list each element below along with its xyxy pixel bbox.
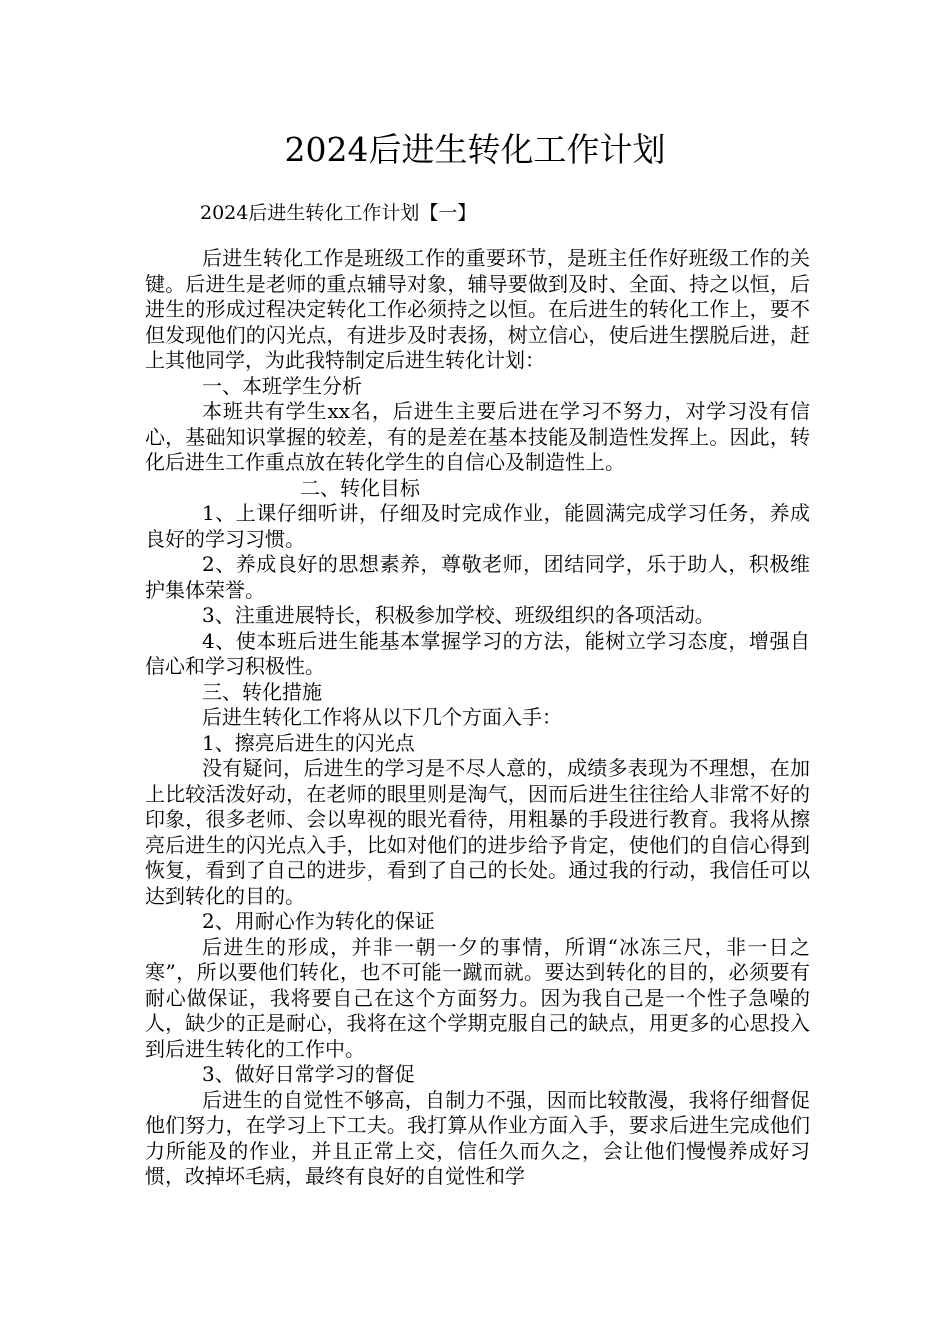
document-subtitle: 2024后进生转化工作计划【一】 (200, 202, 477, 224)
goal-item-4: 4、使本班后进生能基本掌握学习的方法，能树立学习态度，增强自信心和学习积极性。 (145, 628, 810, 678)
paragraph-analysis: 本班共有学生xx名，后进生主要后进在学习不努力，对学习没有信心，基础知识掌握的较差，有的是差在基本技能及制造性发挥上。因此，转化后进生工作重点放在转化学生的自信心及制造性上。 (145, 399, 810, 474)
paragraph-measures-intro: 后进生转化工作将从以下几个方面入手： (202, 705, 562, 729)
measure-heading-2: 2、用耐心作为转化的保证 (202, 909, 435, 933)
section-heading-measures: 三、转化措施 (202, 679, 322, 704)
measure-heading-3: 3、做好日常学习的督促 (202, 1062, 415, 1086)
goal-item-2: 2、养成良好的思想素养，尊敬老师，团结同学，乐于助人，积极维护集体荣誉。 (145, 552, 810, 602)
measure-paragraph-2: 后进生的形成，并非一朝一夕的事情，所谓“冰冻三尺，非一日之寒”，所以要他们转化，也不可能一蹴而就。要达到转化的目的，必须要有耐心做保证，我将要自己在这个方面努力。因为我自己是一个性子急噪的人，缺少的正是耐心，我将在这个学期克服自己的缺点，用更多的心思投入到后进生转化的工作中。 (145, 934, 810, 1061)
goal-item-1: 1、上课仔细听讲，仔细及时完成作业，能圆满完成学习任务，养成良好的学习习惯。 (145, 501, 810, 551)
goal-item-3: 3、注重进展特长，积极参加学校、班级组织的各项活动。 (202, 603, 715, 627)
paragraph-intro: 后进生转化工作是班级工作的重要环节，是班主任作好班级工作的关键。后进生是老师的重点辅导对象，辅导要做到及时、全面、持之以恒，后进生的形成过程决定转化工作必须持之以恒。在后进生的转化工作上，要不但发现他们的闪光点，有进步及时表扬，树立信心，使后进生摆脱后进，赶上其他同学，为此我特制定后进生转化计划： (145, 246, 810, 372)
document-body (145, 246, 810, 1190)
section-heading-analysis: 一、本班学生分析 (202, 373, 362, 398)
document-title: 2024后进生转化工作计划 (284, 130, 666, 169)
section-heading-goals: 二、转化目标 (300, 475, 420, 500)
measure-heading-1: 1、擦亮后进生的闪光点 (202, 730, 415, 755)
measure-paragraph-1: 没有疑问，后进生的学习是不尽人意的，成绩多表现为不理想，在加上比较活泼好动，在老师的眼里则是淘气，因而后进生往往给人非常不好的印象，很多老师、会以卑视的眼光看待，用粗暴的手段进行教育。我将从擦亮后进生的闪光点入手，比如对他们的进步给予肯定，使他们的自信心得到恢复，看到了自己的进步，看到了自己的长处。通过我的行动，我信任可以达到转化的目的。 (145, 756, 810, 908)
measure-paragraph-3: 后进生的自觉性不够高，自制力不强，因而比较散漫，我将仔细督促他们努力，在学习上下工夫。我打算从作业方面入手，要求后进生完成他们力所能及的作业，并且正常上交，信任久而久之，会让他们慢慢养成好习惯，改掉坏毛病，最终有良好的自觉性和学 (145, 1087, 810, 1188)
